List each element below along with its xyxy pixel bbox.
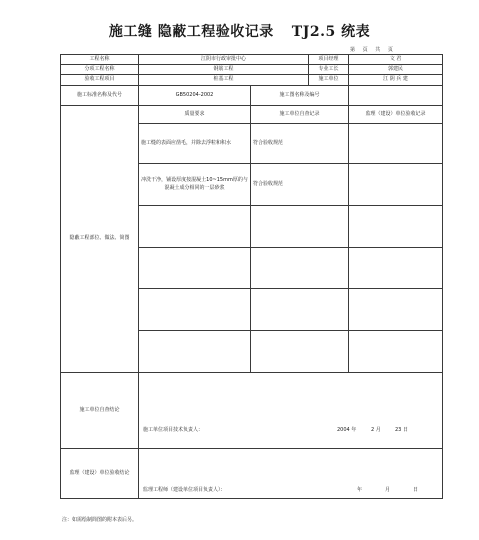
prof-foreman-label: 专业工长 [309,65,349,75]
project-name-label: 工程名称 [61,55,139,65]
row-project-name [61,55,443,65]
page-info [350,46,393,53]
empty-cell [251,206,349,248]
sub-project-label: 分项工程名称 [61,65,139,75]
standard-value: GB50204-2002 [139,86,251,106]
row2-self-check: 符合验收规范 [251,164,349,206]
empty-cell [139,206,251,248]
empty-cell [139,289,251,331]
page-info-c: 共 [375,47,381,53]
empty-cell [139,331,251,373]
project-name-value: 江阴市行政审批中心 [139,55,309,65]
row-column-headers [61,106,443,124]
construction-unit-value: 江 阴 兵 建 [349,75,443,86]
acceptance-month: 月 [385,487,391,493]
col-supervision-header: 监理（建设）单位验收记录 [349,106,443,124]
empty-cell [139,248,251,289]
self-check-year: 2004 年 [337,427,357,433]
empty-cell [349,206,443,248]
self-check-conclusion-cell [139,373,443,449]
self-check-signer: 施工单位项目技术负责人： [143,427,204,433]
standard-label: 施工标准名称及代号 [61,86,139,106]
empty-cell [251,331,349,373]
concealed-part-label: 隐蔽工程部位、做法、简图 [61,106,139,373]
row2-supervision [349,164,443,206]
page-info-d: 页 [387,47,393,53]
acceptance-conclusion-label: 监理（建设）单位验收结论 [61,449,139,499]
check-project-label: 验收工程项目 [61,75,139,86]
self-check-conclusion-label: 施工单位自查结论 [61,373,139,449]
construction-unit-label: 施工单位 [309,75,349,86]
row1-quality: 施工缝的表面应凿毛，并除去浮粒和积水 [139,124,251,164]
col-self-check-header: 施工单位自查记录 [251,106,349,124]
self-check-month: 2 月 [371,427,381,433]
row2-quality: 冲洗干净，铺设厚度按混凝土10~15mm厚的与混凝土成分相同的一层砂浆 [139,164,251,206]
form-code: TJ2.5 统表 [291,24,371,40]
col-quality-header: 质量要求 [139,106,251,124]
empty-cell [251,289,349,331]
row-standard [61,86,443,106]
row-sub-project [61,65,443,75]
empty-cell [349,331,443,373]
self-check-day: 23 日 [395,427,408,433]
empty-cell [251,248,349,289]
acceptance-year: 年 [357,487,363,493]
row-check-project [61,75,443,86]
title-text: 施工缝 隐蔽工程验收记录 [108,24,274,40]
empty-cell [349,248,443,289]
row1-self-check: 符合验收规范 [251,124,349,164]
row1-supervision [349,124,443,164]
row-self-check-conclusion [61,373,443,449]
form-title [0,21,479,41]
acceptance-record-table [60,54,443,499]
empty-cell [349,289,443,331]
acceptance-conclusion-cell [139,449,443,499]
page-info-b: 页 [362,47,368,53]
drawing-label: 施工图名称及编号 [251,86,349,106]
prof-foreman-value: 郭建民 [349,65,443,75]
acceptance-day: 日 [413,487,419,493]
acceptance-signer: 监理工程师（建设单位项目负责人）： [143,487,226,493]
footnote: 注：如需绘制简图的附本表后另。 [62,517,138,523]
check-project-value: 桩基工程 [139,75,309,86]
sub-project-value: 钢筋工程 [139,65,309,75]
part-value: 文 君 [349,55,443,65]
drawing-value [349,86,443,106]
part-label: 项目经理 [309,55,349,65]
row-acceptance-conclusion [61,449,443,499]
page-info-a: 第 [350,47,356,53]
